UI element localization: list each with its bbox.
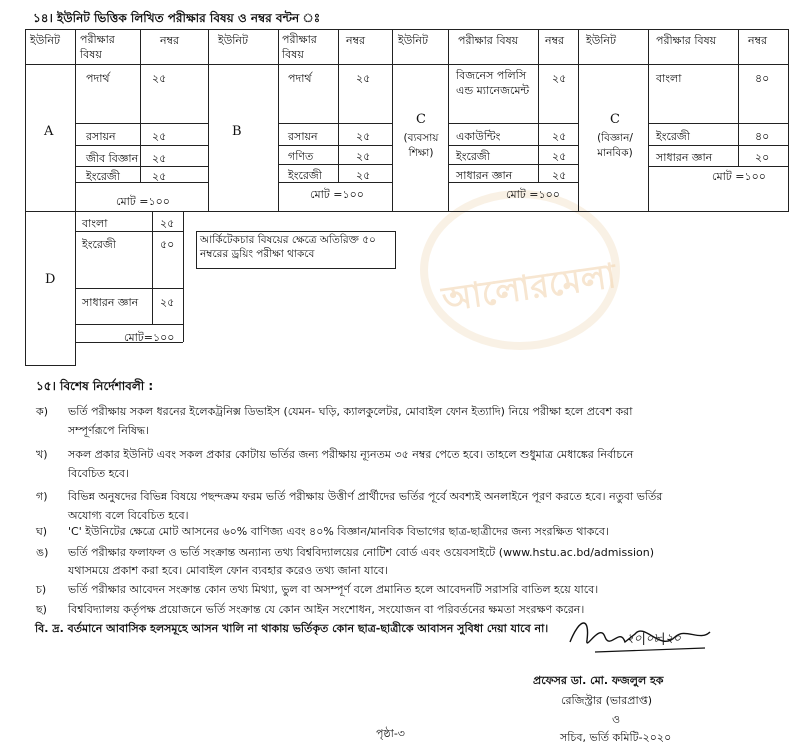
unit-c2-marks-2: ৪০ (755, 130, 770, 143)
section-14-title: ১৪। ইউনিট ভিত্তিক লিখিত পরীক্ষার বিষয় ও নম্বর বন্টন ঃ (33, 11, 321, 25)
footnote: বি. দ্র. বর্তমানে আবাসিক হলসমূহে আসন খালি না থাকায় ভর্তিকৃত কোন ছাত্র-ছাত্রীকে আবাসন সুবিধা দেয়া যাবে না। (35, 622, 549, 635)
unit-b-subject-3: গণিত (288, 150, 314, 163)
unit-c1-subject-2: একাউন্টিং (456, 130, 501, 143)
unit-a-marks-2: ২৫ (152, 130, 167, 143)
unit-d-marks-2: ৫০ (160, 238, 175, 251)
unit-c2-marks-3: ২০ (755, 151, 770, 164)
signatory-and: ও (612, 713, 621, 726)
unit-d-letter: D (45, 272, 56, 287)
unit-a-subject-2: রসায়ন (86, 130, 116, 143)
unit-c1-block (396, 112, 446, 161)
unit-b-marks-2: ২৫ (356, 130, 371, 143)
unit-b-subject-1: পদার্থ (288, 72, 312, 85)
unit-c2-subject-2: ইংরেজী (656, 130, 690, 143)
unit-b-total: মোট =১০০ (310, 188, 364, 201)
unit-c2-letter: C (610, 112, 620, 127)
unit-c1-marks-3: ২৫ (552, 150, 567, 163)
signature-date: ২০|০৮|২০ (626, 631, 681, 645)
unit-d-marks-1: ২৫ (160, 217, 175, 230)
unit-a-subject-4: ইংরেজী (86, 170, 120, 183)
unit-d-marks-3: ২৫ (160, 296, 175, 309)
unit-c2-subject-3: সাধারন জ্ঞান (656, 151, 713, 164)
header-marks-1: নম্বর (160, 34, 180, 47)
unit-d-subject-1: বাংলা (82, 217, 108, 230)
header-unit-3: ইউনিট (398, 34, 428, 47)
unit-c1-subject-1: বিজনেস পলিসি এন্ড ম্যানেজমেন্ট (456, 69, 530, 97)
signatory-name: প্রফেসর ডা. মো. ফজলুল হক (533, 674, 664, 687)
watermark-text: আলোরমেলা (439, 256, 619, 321)
unit-c2-label: (বিজ্ঞান/ মানবিক) (597, 132, 633, 159)
unit-d-architecture-note: আর্কিটেকচার বিষয়ের ক্ষেত্রে অতিরিক্ত ৫০ নম্বরের ড্রয়িং পরীক্ষা থাকবে (196, 231, 396, 269)
unit-c1-letter: C (416, 112, 426, 127)
unit-a-total: মোট =১০০ (116, 195, 170, 208)
unit-c1-total: মোট =১০০ (506, 188, 560, 201)
unit-c1-marks-4: ২৫ (552, 169, 567, 182)
unit-c1-marks-2: ২৫ (552, 130, 567, 143)
header-subject-2: পরীক্ষার বিষয় (282, 33, 317, 61)
unit-c2-marks-1: ৪০ (755, 72, 770, 85)
header-unit-1: ইউনিট (30, 34, 60, 47)
header-subject-3: পরীক্ষার বিষয় (458, 34, 519, 47)
unit-c2-block (584, 112, 646, 161)
unit-c1-subject-4: সাধারন জ্ঞান (456, 169, 513, 182)
unit-a-subject-3: জীব বিজ্ঞান (86, 152, 139, 165)
header-subject-4: পরীক্ষার বিষয় (656, 34, 717, 47)
unit-c1-marks-1: ২৫ (552, 72, 567, 85)
unit-c1-label: (ব্যবসায় শিক্ষা) (403, 132, 439, 159)
header-marks-2: নম্বর (346, 34, 366, 47)
unit-b-subject-2: রসায়ন (288, 130, 318, 143)
unit-d-total: মোট=১০০ (124, 331, 175, 344)
unit-a-marks-4: ২৫ (152, 170, 167, 183)
unit-a-marks-3: ২৫ (152, 152, 167, 165)
header-marks-3: নম্বর (545, 34, 565, 47)
unit-b-letter: B (232, 124, 242, 139)
unit-c2-subject-1: বাংলা (656, 72, 682, 85)
header-marks-4: নম্বর (748, 34, 768, 47)
unit-a-subject-1: পদার্থ (86, 72, 110, 85)
unit-d-subject-3: সাধারন জ্ঞান (82, 296, 139, 309)
signatory-role-1: রেজিস্ট্রার (ভারপ্রাপ্ত) (561, 694, 653, 707)
unit-b-marks-3: ২৫ (356, 150, 371, 163)
unit-a-letter: A (44, 124, 54, 139)
header-unit-2: ইউনিট (218, 34, 248, 47)
header-unit-4: ইউনিট (586, 34, 616, 47)
unit-c2-total: মোট =১০০ (712, 170, 766, 183)
section-15-title: ১৫। বিশেষ নির্দেশাবলী : (36, 379, 154, 393)
header-subject-1: পরীক্ষার বিষয় (80, 33, 115, 61)
unit-b-subject-4: ইংরেজী (288, 169, 322, 182)
unit-d-subject-2: ইংরেজী (82, 238, 116, 251)
unit-b-marks-1: ২৫ (356, 72, 371, 85)
unit-a-marks-1: ২৫ (152, 72, 167, 85)
signatory-role-2: সচিব, ভর্তি কমিটি-২০২০ (560, 731, 672, 744)
unit-b-marks-4: ২৫ (356, 169, 371, 182)
unit-c1-subject-3: ইংরেজী (456, 150, 490, 163)
page-number: পৃষ্ঠা-৩ (376, 727, 405, 740)
